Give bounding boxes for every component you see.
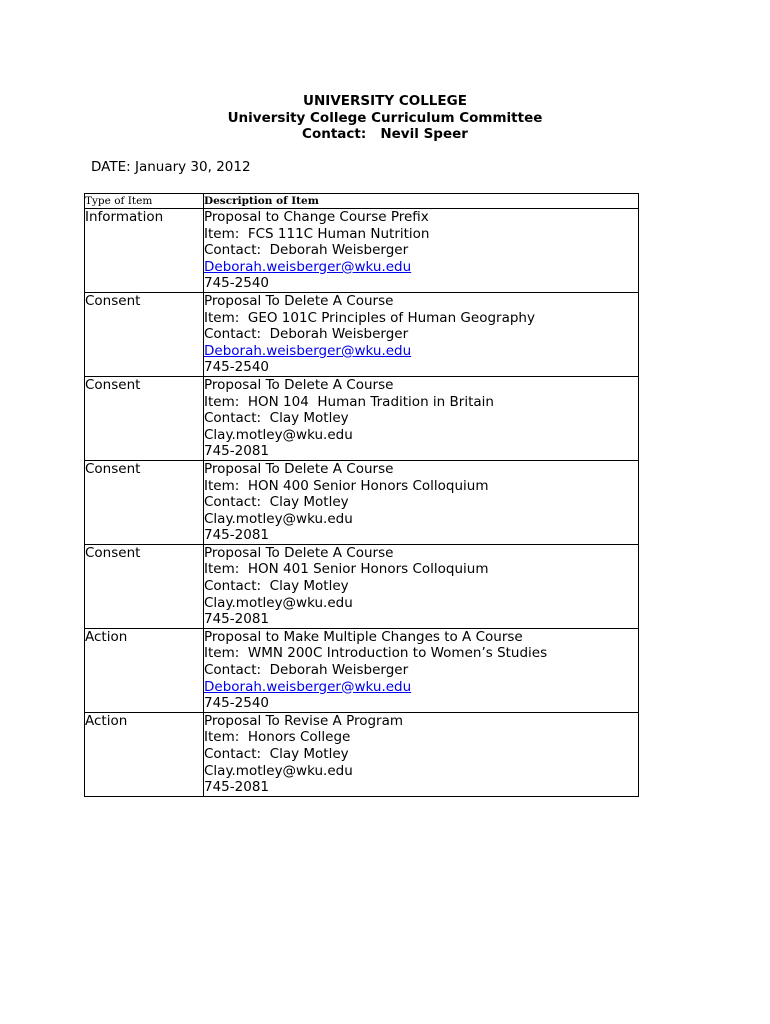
contact-email: Clay.motley@wku.edu	[204, 594, 353, 611]
item-type: Consent	[85, 544, 204, 628]
item-description	[204, 544, 639, 628]
table-row	[85, 460, 639, 544]
table-row	[85, 544, 639, 628]
item-description	[204, 376, 639, 460]
item-description	[204, 460, 639, 544]
course-item: Item: GEO 101C Principles of Human Geography	[204, 309, 535, 326]
proposal-title: Proposal To Delete A Course	[204, 460, 394, 477]
contact-email[interactable]: Deborah.weisberger@wku.edu	[204, 258, 412, 275]
header-contact: Contact: Nevil Speer	[302, 126, 468, 142]
proposal-title: Proposal To Delete A Course	[204, 544, 394, 561]
item-type: Information	[85, 209, 204, 293]
agenda-table	[84, 193, 639, 797]
column-header-type: Type of Item	[85, 194, 204, 209]
course-item: Item: HON 400 Senior Honors Colloquium	[204, 477, 489, 494]
course-item: Item: Honors College	[204, 729, 351, 746]
contact-phone: 745-2081	[204, 443, 269, 460]
college-name: UNIVERSITY COLLEGE	[303, 93, 467, 109]
contact-name: Contact: Clay Motley	[204, 578, 349, 595]
contact-email[interactable]: Deborah.weisberger@wku.edu	[204, 678, 412, 695]
contact-phone: 745-2081	[204, 779, 269, 796]
contact-phone: 745-2081	[204, 527, 269, 544]
contact-email: Clay.motley@wku.edu	[204, 510, 353, 527]
course-item: Item: HON 104 Human Tradition in Britain	[204, 393, 494, 410]
proposal-title: Proposal to Make Multiple Changes to A Course	[204, 628, 523, 645]
contact-email: Clay.motley@wku.edu	[204, 762, 353, 779]
contact-phone: 745-2540	[204, 275, 269, 292]
table-row	[85, 712, 639, 796]
course-item: Item: WMN 200C Introduction to Women’s Studies	[204, 645, 548, 662]
contact-phone: 745-2540	[204, 359, 269, 376]
item-type: Consent	[85, 376, 204, 460]
course-item: Item: HON 401 Senior Honors Colloquium	[204, 561, 489, 578]
proposal-title: Proposal To Revise A Program	[204, 712, 404, 729]
contact-name: Contact: Clay Motley	[204, 494, 349, 511]
item-type: Consent	[85, 292, 204, 376]
contact-name: Contact: Clay Motley	[204, 746, 349, 762]
table-row	[85, 376, 639, 460]
contact-name: Contact: Deborah Weisberger	[204, 662, 409, 679]
document-header	[0, 93, 770, 143]
item-description	[204, 628, 639, 712]
contact-name: Contact: Clay Motley	[204, 410, 349, 427]
committee-name: University College Curriculum Committee	[227, 109, 543, 126]
proposal-title: Proposal To Delete A Course	[204, 376, 394, 393]
course-item: Item: FCS 111C Human Nutrition	[204, 225, 430, 242]
column-header-description: Description of Item	[204, 194, 639, 209]
item-type: Action	[85, 712, 204, 796]
item-description	[204, 292, 639, 376]
table-row	[85, 209, 639, 293]
contact-phone: 745-2540	[204, 695, 269, 712]
proposal-title: Proposal to Change Course Prefix	[204, 209, 429, 225]
item-type: Action	[85, 628, 204, 712]
document-date: DATE: January 30, 2012	[91, 159, 251, 175]
proposal-title: Proposal To Delete A Course	[204, 292, 394, 309]
contact-email: Clay.motley@wku.edu	[204, 426, 353, 443]
contact-phone: 745-2081	[204, 611, 269, 628]
item-type: Consent	[85, 460, 204, 544]
contact-email[interactable]: Deborah.weisberger@wku.edu	[204, 342, 412, 359]
table-header-row	[85, 194, 639, 209]
table-row	[85, 628, 639, 712]
contact-name: Contact: Deborah Weisberger	[204, 326, 409, 343]
item-description	[204, 209, 639, 293]
item-description	[204, 712, 639, 796]
table-row	[85, 292, 639, 376]
contact-name: Contact: Deborah Weisberger	[204, 242, 409, 259]
